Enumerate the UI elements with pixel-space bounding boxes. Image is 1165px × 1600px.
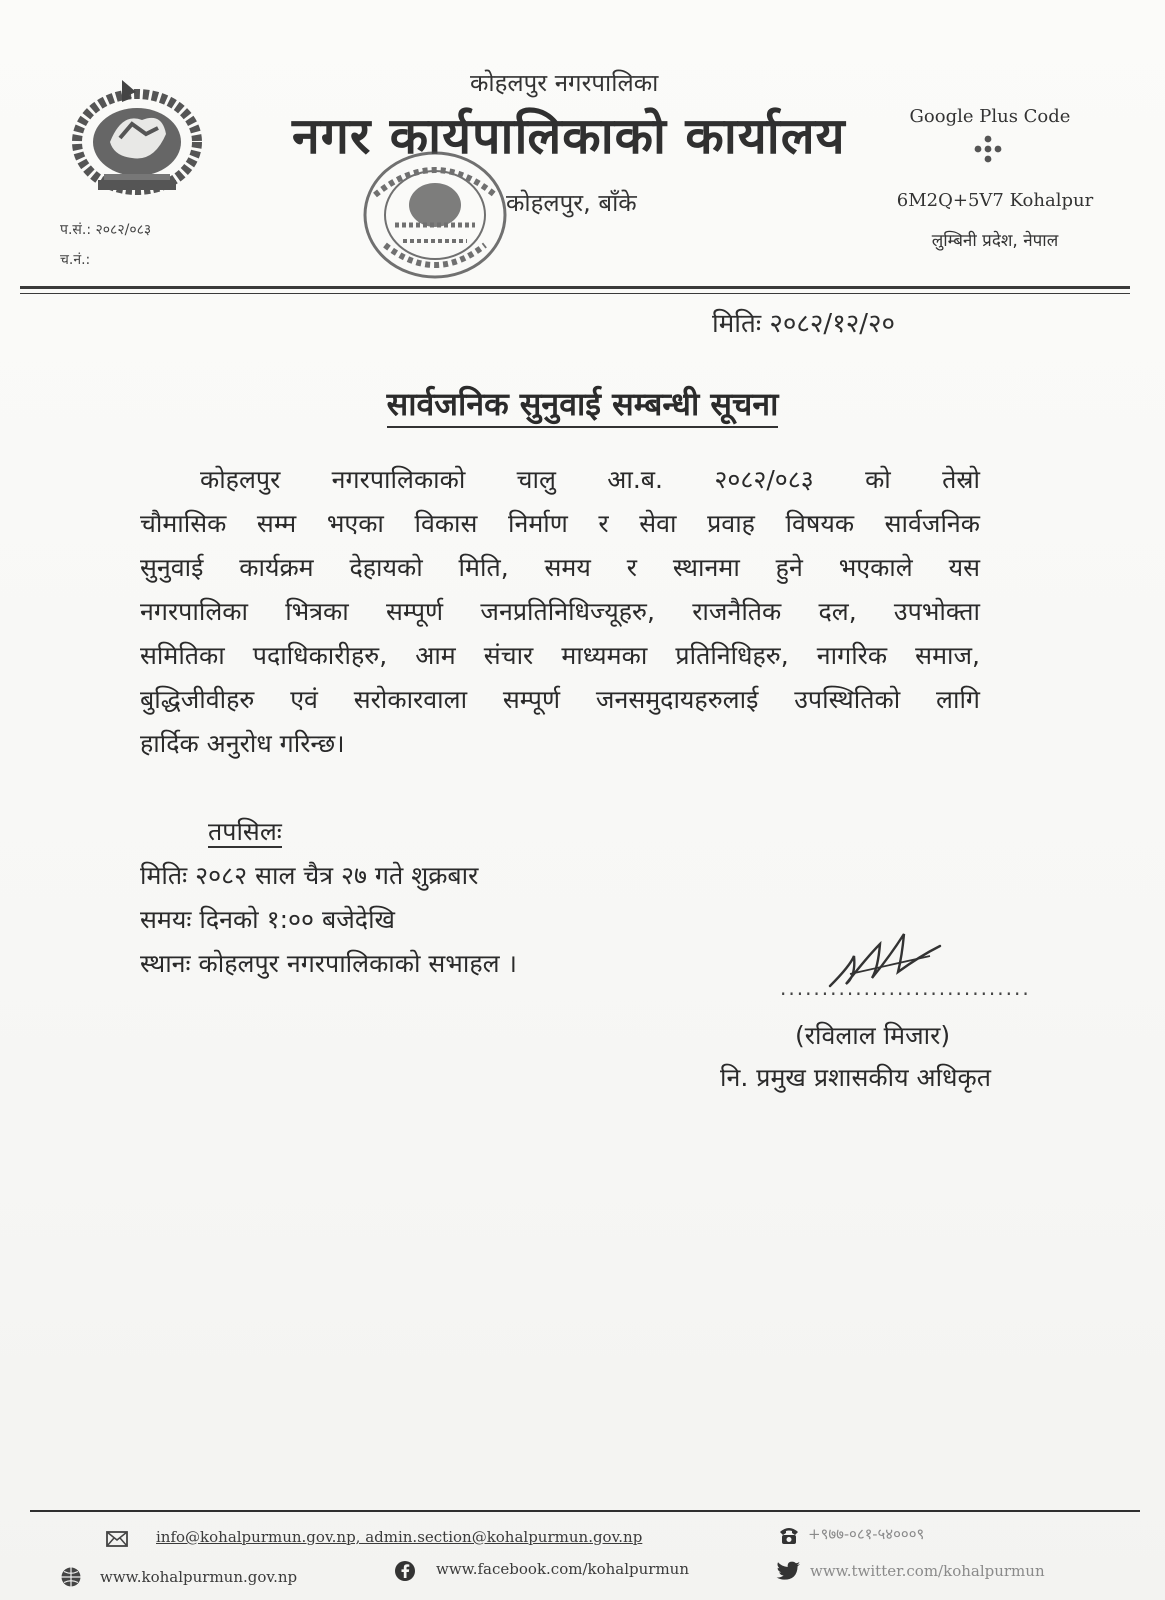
office-stamp-icon	[355, 145, 515, 285]
signature-line: ..............................	[780, 976, 1031, 1000]
facebook-icon	[394, 1560, 416, 1582]
header-divider	[20, 286, 1130, 289]
body-line: कोहलपुर नगरपालिकाको चालु आ.ब. २०८२/०८३ को तेस्रो	[200, 465, 980, 494]
phone-icon	[778, 1524, 800, 1546]
dispatch-number: च.नं.:	[60, 252, 91, 268]
plus-code: 6M2Q+5V7 Kohalpur	[896, 190, 1094, 211]
event-date: मितिः २०८२ साल चैत्र २७ गते शुक्रबार	[140, 861, 479, 890]
details-heading	[208, 814, 282, 848]
event-place: स्थानः कोहलपुर नगरपालिकाको सभाहल ।	[140, 949, 517, 978]
event-time: समयः दिनको १:०० बजेदेखि	[140, 905, 395, 934]
office-title: नगर कार्यपालिकाको कार्यालय	[292, 107, 846, 165]
nepal-emblem-icon	[62, 72, 212, 202]
notice-title	[0, 382, 1165, 425]
signatory-title: नि. प्रमुख प्रशासकीय अधिकृत	[720, 1063, 991, 1092]
body-line: समितिका पदाधिकारीहरु, आम संचार माध्यमका प्रतिनिधिहरु, नागरिक समाज,	[140, 641, 980, 670]
body-line: चौमासिक सम्म भएका विकास निर्माण र सेवा प्रवाह विषयक सार्वजनिक	[140, 509, 980, 538]
footer-email[interactable]: info@kohalpurmun.gov.np, admin.section@kohalpurmun.gov.np	[156, 1528, 643, 1546]
province: लुम्बिनी प्रदेश, नेपाल	[931, 231, 1059, 251]
body-line: नगरपालिका भित्रका सम्पूर्ण जनप्रतिनिधिज्यूहरु, राजनैतिक दल, उपभोक्ता	[140, 597, 980, 626]
footer-twitter[interactable]: www.twitter.com/kohalpurmun	[810, 1562, 1045, 1580]
footer-website[interactable]: www.kohalpurmun.gov.np	[100, 1568, 298, 1586]
body-line: सुनुवाई कार्यक्रम देहायको मिति, समय र स्थानमा हुने भएकाले यस	[140, 553, 980, 582]
plus-code-label: Google Plus Code	[909, 106, 1071, 127]
body-line: हार्दिक अनुरोध गरिन्छ।	[140, 729, 345, 758]
signatory-name: (रविलाल मिजार)	[795, 1021, 951, 1050]
email-icon	[106, 1528, 128, 1550]
footer-divider	[30, 1510, 1140, 1512]
globe-icon	[60, 1566, 82, 1588]
office-location: कोहलपुर, बाँके	[506, 189, 637, 217]
twitter-icon	[776, 1560, 802, 1582]
header-divider-thin	[20, 293, 1130, 294]
municipality-name: कोहलपुर नगरपालिका	[470, 69, 659, 97]
letter-date: मितिः २०८२/१२/२०	[712, 309, 896, 339]
reference-number: प.सं.: २०८२/०८३	[60, 222, 152, 238]
details-heading-text: तपसिलः	[208, 817, 282, 846]
body-line: बुद्धिजीवीहरु एवं सरोकारवाला सम्पूर्ण जनसमुदायहरुलाई उपस्थितिको लागि	[140, 685, 980, 714]
notice-title-text: सार्वजनिक सुनुवाई सम्बन्धी सूचना	[387, 385, 779, 428]
plus-code-icon	[970, 134, 1006, 164]
footer-facebook[interactable]: www.facebook.com/kohalpurmun	[436, 1560, 690, 1578]
footer-phone: +९७७-०८१-५४०००९	[808, 1525, 925, 1543]
